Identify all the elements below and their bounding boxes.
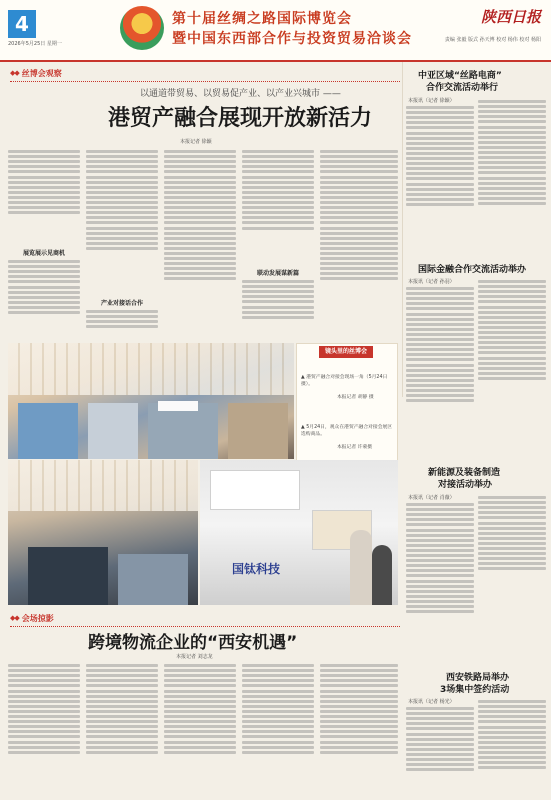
section-label-top: ◆◆ 丝博会观察 [10,66,400,80]
photo-credit-2: 本报记者 许蒙摄 [337,445,373,450]
lead-text-col4 [242,148,314,266]
expo-hall-photo [8,343,294,459]
expo-logo-icon [120,6,164,50]
lead-subhead-1: 展览展示见商机 [22,250,65,257]
photo-section-tag: 镜头里的丝博会 [319,346,373,358]
side3-headline-line1: 新能源及装备制造 [428,468,501,478]
side1-byline: 本报讯（记者 徐颖） [408,98,455,104]
editor-credits: 责编 张毅 版式 孙天博 校对 杨伟 校对 杨阳 [444,37,541,43]
lead-text-col4b [242,278,314,338]
lead-text-col5 [320,148,398,338]
photo-caption-2: ▲ 5月24日，观众在港贸产融合对接会展区选购商品。 [301,425,393,437]
bottom-text-col1 [8,662,80,797]
side3-text-b [478,494,546,604]
expo-title-line2: 暨中国东西部合作与投资贸易洽谈会 [172,31,412,47]
lead-subhead-3: 联动发展谋新篇 [256,270,299,277]
lead-headline: 港贸产融合展现开放新活力 [108,106,373,131]
side3-text-a [406,501,474,661]
lead-kicker: 以通道带贸易、以贸易促产业、以产业兴城市 —— [140,89,341,99]
bottom-headline: 跨境物流企业的“西安机遇” [88,633,298,653]
bottom-text-col2 [86,662,158,797]
tech-company-logo: 国钛科技 [232,562,281,576]
side1-headline-line2: 合作交流活动举行 [426,83,499,93]
side4-text-a [406,705,474,797]
column-divider [402,62,403,397]
side2-headline: 国际金融合作交流活动举办 [418,265,527,275]
side1-text-a [406,104,474,254]
side4-text-b [478,698,546,797]
booth-photo [200,460,398,605]
side2-text-a [406,285,474,455]
side4-byline: 本报讯（记者 杨光） [408,699,455,705]
section-label-bottom: ◆◆ 会场掠影 [10,611,400,625]
photo-credit-1: 本报记者 胡静 摄 [337,395,374,400]
bottom-text-col3 [164,662,236,797]
side2-byline: 本报讯（记者 孙羽） [408,279,455,285]
issue-date: 2026年5月25日 星期一 [8,41,62,47]
lead-text-col1 [8,148,80,246]
side2-text-b [478,278,546,428]
photo-caption-1: ▲ 港贸产融合对接会现场一角（5月24日摄）。 [301,375,388,387]
bottom-text-col4 [242,662,314,797]
masthead [0,0,551,62]
lead-text-col1b [8,258,80,338]
side4-headline-line2: 3场集中签约活动 [440,685,510,695]
side1-headline-line1: 中亚区域“丝路电商” [418,71,502,81]
side3-byline: 本报讯（记者 肖薇） [408,495,455,501]
bottom-text-col5 [320,662,398,797]
side1-text-b [478,98,546,254]
newspaper-name: 陕西日报 [480,8,541,26]
lead-byline: 本报记者 徐颖 [180,139,212,145]
bottom-byline: 本报记者 刘志龙 [176,654,213,660]
side4-headline-line1: 西安铁路局举办 [446,673,510,683]
side3-headline-line2: 对接活动举办 [438,480,493,490]
expo-title-line1: 第十届丝绸之路国际博览会 [172,11,352,27]
lead-text-col2b [86,308,158,338]
lead-text-col2 [86,148,158,296]
exhibition-floor-photo [8,460,198,605]
lead-text-col3 [164,148,236,338]
page-number: 4 [8,10,36,38]
lead-subhead-2: 产业对接话合作 [100,300,143,307]
